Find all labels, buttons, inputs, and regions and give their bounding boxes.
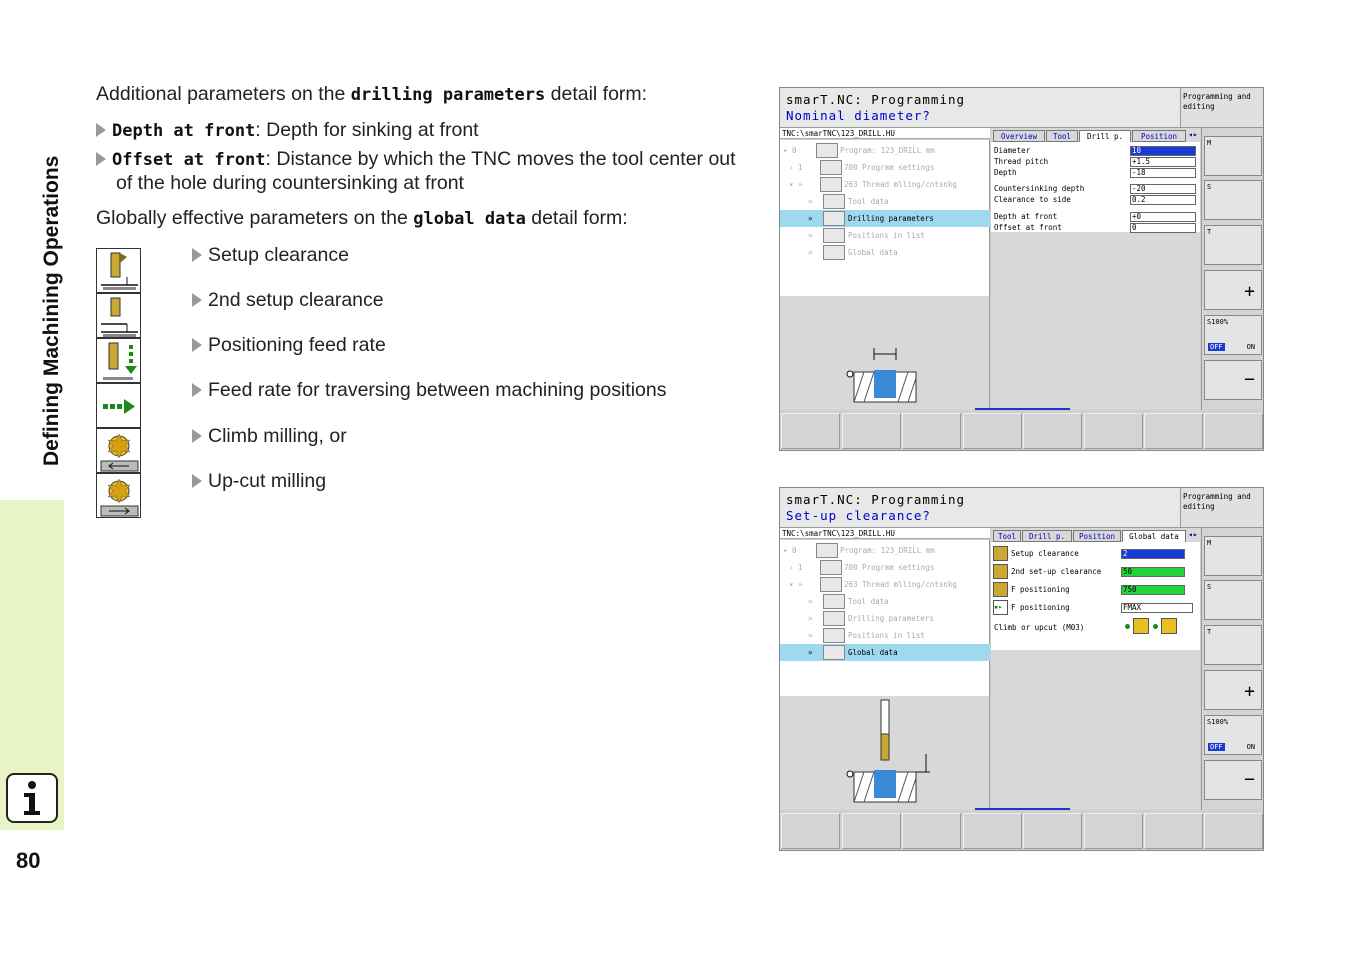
- tree-label: 263 Thread mlling/cntsnkg: [844, 580, 957, 589]
- diameter-input[interactable]: 10: [1130, 146, 1196, 156]
- spindle-button[interactable]: [1204, 580, 1262, 620]
- operating-mode: Programming and editing: [1180, 488, 1264, 528]
- tab-global-data[interactable]: Global data: [1122, 530, 1186, 542]
- tree-label: Global data: [848, 248, 898, 257]
- positioning-feed-rate-icon: [993, 582, 1008, 597]
- form-fields: [991, 142, 1200, 232]
- upcut-milling-icon: [1161, 618, 1177, 634]
- chapter-title: Defining Machining Operations: [40, 155, 63, 466]
- screen-header: [780, 488, 1180, 528]
- tab-drill-params[interactable]: Drill p.: [1079, 130, 1131, 142]
- help-graphic: [780, 696, 990, 810]
- softkey[interactable]: [1084, 813, 1143, 849]
- field-label: 2nd set-up clearance: [1011, 567, 1102, 576]
- tree-marker: »: [808, 631, 813, 640]
- setup-clearance-input[interactable]: 2: [1121, 549, 1185, 559]
- param-label: Feed rate for traversing between machining positions: [208, 379, 667, 401]
- setup-clearance-icon: [96, 248, 141, 293]
- softkey[interactable]: [1144, 413, 1203, 449]
- tree-marker: ▾ 0: [783, 146, 797, 155]
- chapter-sidebar: [0, 0, 64, 954]
- positions-icon: [823, 628, 845, 643]
- tree-label: Program: 123_DRILL mm: [840, 146, 935, 155]
- param-label: Positioning feed rate: [208, 334, 386, 356]
- tree-label: Tool data: [848, 197, 889, 206]
- softkey-row: [780, 810, 1264, 851]
- tree-marker: »: [808, 231, 813, 240]
- screen-prompt: Set-up clearance?: [786, 508, 931, 523]
- bullet-arrow-icon: [192, 474, 202, 488]
- field-label: Clearance to side: [994, 195, 1071, 204]
- bullet-arrow-icon: [192, 293, 202, 307]
- tree-item[interactable]: [780, 542, 990, 559]
- bullet-arrow-icon: [96, 152, 106, 166]
- softkey[interactable]: [1204, 413, 1263, 449]
- param-setup-clearance: [192, 244, 349, 267]
- field-label: Setup clearance: [1011, 549, 1079, 558]
- clearance-to-side-input[interactable]: 0.2: [1130, 195, 1196, 205]
- tree-item[interactable]: [780, 142, 990, 159]
- intro-text: Globally effective parameters on the: [96, 207, 414, 229]
- param-label: 2nd setup clearance: [208, 289, 384, 311]
- page-number: 80: [16, 848, 41, 873]
- screen-title: smarT.NC: Programming: [786, 492, 966, 507]
- detail-form: [991, 528, 1200, 810]
- param-label: Up-cut milling: [208, 470, 327, 492]
- vb-label: M: [1207, 539, 1212, 547]
- tree-item-selected[interactable]: [780, 210, 990, 227]
- detail-form: [991, 128, 1200, 410]
- tree-marker: »: [808, 597, 813, 606]
- softkey[interactable]: [902, 813, 961, 849]
- depth-input[interactable]: -18: [1130, 168, 1196, 178]
- tab-tool[interactable]: Tool: [993, 530, 1021, 542]
- softkey-row: [780, 410, 1264, 451]
- tree-item[interactable]: [780, 159, 990, 176]
- form-name-code: global data: [413, 209, 526, 229]
- field-label: F positioning: [1011, 585, 1070, 594]
- tree-marker: »: [808, 614, 813, 623]
- tool-icon: [823, 594, 845, 609]
- tree-label: Drilling parameters: [848, 214, 934, 223]
- softkey[interactable]: [842, 413, 901, 449]
- tree-label: 263 Thread mlling/cntsnkg: [844, 180, 957, 189]
- softkey[interactable]: [1023, 813, 1082, 849]
- globe-icon: [823, 245, 845, 260]
- climb-milling-icon: [96, 428, 141, 473]
- spindle-minus-button[interactable]: [1204, 360, 1262, 400]
- parameter-icon-column: [96, 248, 141, 518]
- minus-icon: −: [1244, 369, 1255, 390]
- softkey[interactable]: [842, 813, 901, 849]
- help-graphic: [780, 296, 990, 410]
- settings-icon: [820, 160, 842, 175]
- tree-item[interactable]: [780, 593, 990, 610]
- intro-paragraph-2: [96, 207, 628, 231]
- softkey[interactable]: [1084, 413, 1143, 449]
- traverse-feed-icon: [96, 383, 141, 428]
- field-label: Climb or upcut (M03): [994, 623, 1085, 632]
- vb-label: S: [1207, 583, 1212, 591]
- param-label: Setup clearance: [208, 244, 349, 266]
- vb-label: M: [1207, 139, 1212, 147]
- tree-marker: › 1: [789, 163, 803, 172]
- bullet-offset-at-front: [96, 148, 746, 195]
- tree-item[interactable]: [780, 559, 990, 576]
- param-traverse-feed: [192, 379, 667, 402]
- traverse-feed-icon: ▪▸: [993, 600, 1008, 615]
- tree-label: Drilling parameters: [848, 614, 934, 623]
- positions-icon: [823, 228, 845, 243]
- program-tree: [780, 140, 990, 296]
- 2nd-setup-clearance-icon: [96, 293, 141, 338]
- tree-marker: ▾ 0: [783, 546, 797, 555]
- tree-item[interactable]: [780, 610, 990, 627]
- tnc-screenshot-1: [779, 87, 1264, 451]
- param-positioning-feed: [192, 334, 386, 357]
- softkey[interactable]: [1144, 813, 1203, 849]
- globe-icon: [823, 645, 845, 660]
- tab-scroll-icon[interactable]: ◂▸: [1188, 530, 1198, 539]
- cycle-icon: [820, 177, 842, 192]
- spindle-plus-button[interactable]: [1204, 670, 1262, 710]
- param-upcut-milling: [192, 470, 326, 493]
- tool-icon: [823, 194, 845, 209]
- upcut-milling-icon: [96, 473, 141, 518]
- spindle-button[interactable]: [1204, 180, 1262, 220]
- param-label: Climb milling, or: [208, 425, 347, 447]
- bullet-arrow-icon: [192, 338, 202, 352]
- bullet-arrow-icon: [192, 248, 202, 262]
- field-label: F positioning: [1011, 603, 1070, 612]
- spindle-plus-button[interactable]: [1204, 270, 1262, 310]
- tab-position[interactable]: Position: [1132, 130, 1186, 142]
- tree-item[interactable]: [780, 627, 990, 644]
- intro-text-end: detail form:: [525, 207, 628, 229]
- tree-marker: »: [808, 197, 813, 206]
- upcut-radio[interactable]: [1153, 624, 1158, 629]
- tree-marker: »: [808, 214, 813, 223]
- settings-icon: [820, 560, 842, 575]
- param-code: Offset at front: [112, 150, 266, 170]
- param-climb-milling: [192, 425, 347, 448]
- 2nd-setup-clearance-input[interactable]: 50: [1121, 567, 1185, 577]
- vb-label: S100%: [1207, 318, 1229, 326]
- param-2nd-setup-clearance: [192, 289, 384, 312]
- tree-item[interactable]: [780, 244, 990, 261]
- softkey[interactable]: [781, 813, 840, 849]
- climb-milling-icon: [1133, 618, 1149, 634]
- tab-position[interactable]: Position: [1073, 530, 1121, 542]
- vertical-softkey-bar: [1201, 528, 1264, 810]
- tree-label: Program: 123_DRILL mm: [840, 546, 935, 555]
- spindle-minus-button[interactable]: [1204, 760, 1262, 800]
- positioning-feed-rate-icon: [96, 338, 141, 383]
- tree-marker: »: [808, 248, 813, 257]
- on-label: ON: [1246, 343, 1255, 351]
- vb-label: T: [1207, 228, 1212, 236]
- plus-icon: +: [1244, 681, 1255, 702]
- screen-header: [780, 88, 1180, 128]
- tree-marker: »: [808, 648, 813, 657]
- tool-button[interactable]: [1204, 225, 1262, 265]
- intro-paragraph-1: [96, 83, 647, 107]
- tree-label: Tool data: [848, 597, 889, 606]
- tree-label: Positions in list: [848, 631, 925, 640]
- on-label: ON: [1246, 743, 1255, 751]
- tnc-screenshot-2: [779, 487, 1264, 851]
- 2nd-setup-clearance-icon: [993, 564, 1008, 579]
- vb-label: T: [1207, 628, 1212, 636]
- f-traverse-input[interactable]: FMAX: [1121, 603, 1193, 613]
- program-icon: [816, 543, 838, 558]
- bullet-arrow-icon: [192, 383, 202, 397]
- tree-label: 700 Program settings: [844, 163, 935, 172]
- f-positioning-input[interactable]: 750: [1121, 585, 1185, 595]
- thread-pitch-input[interactable]: +1.5: [1130, 157, 1196, 167]
- cycle-icon: [820, 577, 842, 592]
- softkey[interactable]: [1023, 413, 1082, 449]
- vb-label: S100%: [1207, 718, 1229, 726]
- depth-at-front-input[interactable]: +0: [1130, 212, 1196, 222]
- field-label: Offset at front: [994, 223, 1062, 232]
- field-label: Depth at front: [994, 212, 1058, 221]
- vb-label: S: [1207, 183, 1212, 191]
- intro-text: Additional parameters on the: [96, 83, 351, 105]
- tab-scroll-icon[interactable]: ◂▸: [1188, 130, 1198, 139]
- bullet-depth-at-front: [96, 119, 746, 143]
- tree-item[interactable]: [780, 193, 990, 210]
- tree-item-selected[interactable]: [780, 644, 990, 661]
- param-code: Depth at front: [112, 121, 256, 141]
- field-label: Diameter: [994, 146, 1031, 155]
- minus-icon: −: [1244, 769, 1255, 790]
- softkey[interactable]: [1204, 813, 1263, 849]
- form-tabs: [991, 130, 1200, 142]
- tree-item[interactable]: [780, 227, 990, 244]
- screen-prompt: Nominal diameter?: [786, 108, 931, 123]
- countersinking-depth-input[interactable]: -20: [1130, 184, 1196, 194]
- tab-overview[interactable]: Overview: [993, 130, 1045, 142]
- tree-label: 700 Program settings: [844, 563, 935, 572]
- program-path: TNC:\smarTNC\123_DRILL.HU: [780, 528, 990, 539]
- tree-label: Global data: [848, 648, 898, 657]
- param-description: : Depth for sinking at front: [255, 119, 479, 141]
- program-path: TNC:\smarTNC\123_DRILL.HU: [780, 128, 990, 139]
- form-fields: [991, 542, 1200, 650]
- off-label: OFF: [1210, 743, 1223, 751]
- operating-mode: Programming and editing: [1180, 88, 1264, 128]
- field-label: Countersinking depth: [994, 184, 1085, 193]
- tree-marker: ▾ »: [789, 580, 803, 589]
- tab-drill-params[interactable]: Drill p.: [1022, 530, 1072, 542]
- drill-icon: [823, 611, 845, 626]
- softkey[interactable]: [963, 813, 1022, 849]
- tree-item[interactable]: [780, 576, 990, 593]
- tree-marker: › 1: [789, 563, 803, 572]
- off-label: OFF: [1210, 343, 1223, 351]
- tree-marker: ▾ »: [789, 180, 803, 189]
- field-label: Thread pitch: [994, 157, 1049, 166]
- info-icon: [6, 773, 58, 823]
- m-function-button[interactable]: [1204, 536, 1262, 576]
- screen-title: smarT.NC: Programming: [786, 92, 966, 107]
- program-tree: [780, 540, 990, 696]
- form-tabs: [991, 530, 1200, 542]
- plus-icon: +: [1244, 281, 1255, 302]
- softkey[interactable]: [902, 413, 961, 449]
- m-function-button[interactable]: [1204, 136, 1262, 176]
- program-icon: [816, 143, 838, 158]
- form-name-code: drilling parameters: [350, 85, 546, 105]
- field-label: Depth: [994, 168, 1017, 177]
- tool-button[interactable]: [1204, 625, 1262, 665]
- softkey[interactable]: [963, 413, 1022, 449]
- tab-tool[interactable]: Tool: [1046, 130, 1078, 142]
- offset-at-front-input[interactable]: 0: [1130, 223, 1196, 233]
- param-description: : Distance by which the TNC moves the tool center out of the hole during countersinking at front: [116, 148, 736, 194]
- bullet-arrow-icon: [96, 123, 106, 137]
- spindle-override-button[interactable]: [1204, 715, 1262, 755]
- bullet-arrow-icon: [192, 429, 202, 443]
- setup-clearance-icon: [993, 546, 1008, 561]
- tree-label: Positions in list: [848, 231, 925, 240]
- intro-text-end: detail form:: [545, 83, 648, 105]
- softkey[interactable]: [781, 413, 840, 449]
- climb-radio[interactable]: [1125, 624, 1130, 629]
- tree-item[interactable]: [780, 176, 990, 193]
- vertical-softkey-bar: [1201, 128, 1264, 410]
- drill-icon: [823, 211, 845, 226]
- spindle-override-button[interactable]: [1204, 315, 1262, 355]
